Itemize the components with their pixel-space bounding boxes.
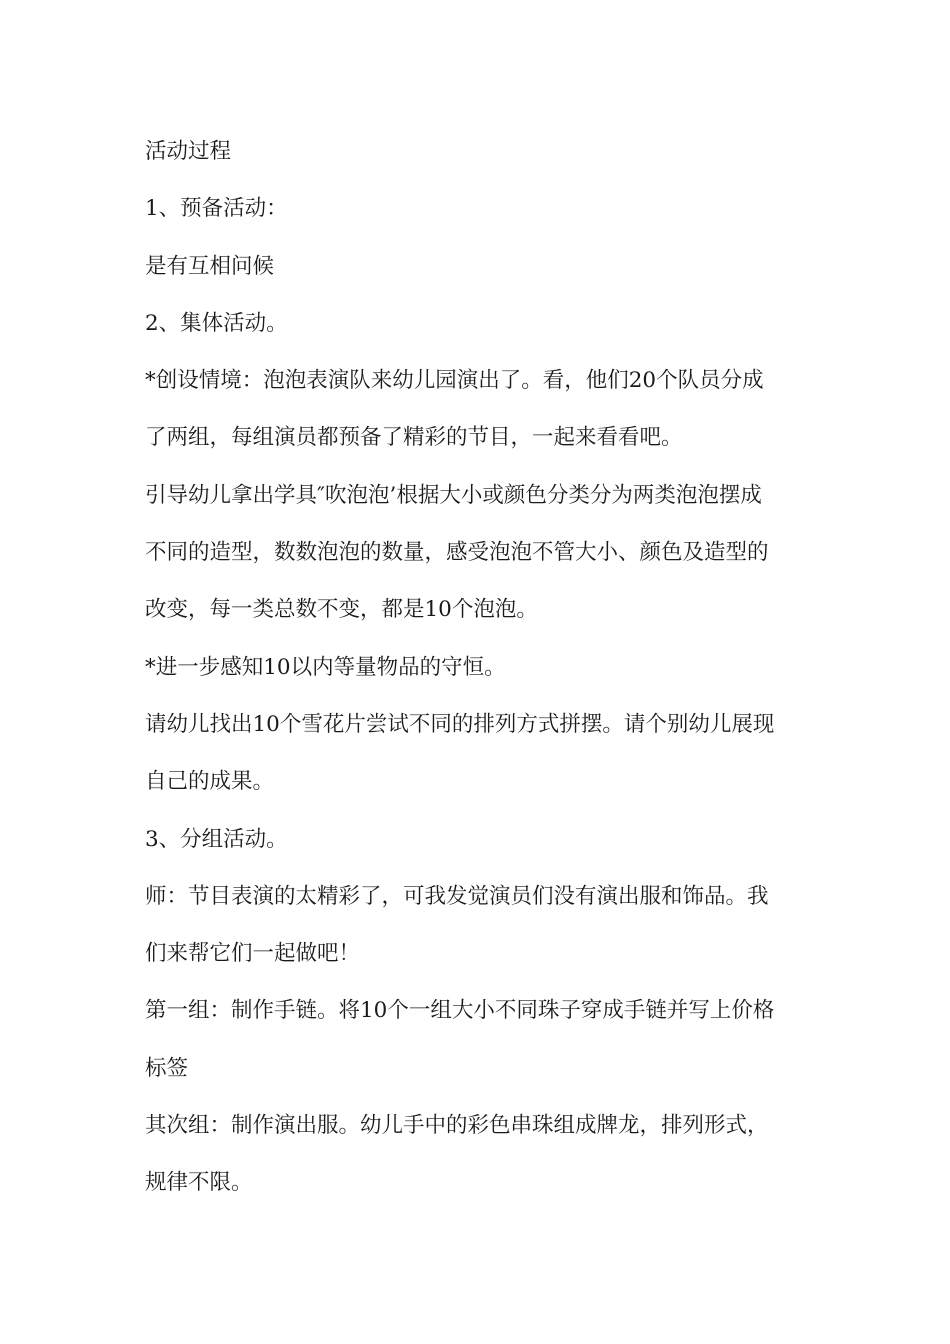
document-body bbox=[145, 130, 815, 1219]
text-line: 规律不限。 bbox=[145, 1170, 253, 1196]
text-line: 改变，每一类总数不变，都是10个泡泡。 bbox=[145, 597, 538, 623]
step-heading: 2、集体活动。 bbox=[145, 310, 288, 336]
text-line: 是有互相问候 bbox=[145, 253, 275, 279]
text-line: *创设情境：泡泡表演队来幼儿园演出了。看，他们20个队员分成 bbox=[145, 368, 764, 394]
text-line: *进一步感知10以内等量物品的守恒。 bbox=[145, 654, 506, 680]
text-line: 其次组：制作演出服。幼儿手中的彩色串珠组成牌龙，排列形式， bbox=[145, 1113, 769, 1139]
text-line: 引导幼儿拿出学具″吹泡泡’根据大小或颜色分类分为两类泡泡摆成 bbox=[145, 482, 762, 508]
text-line: 们来帮它们一起做吧！ bbox=[145, 941, 361, 967]
text-line: 请幼儿找出10个雪花片尝试不同的排列方式拼摆。请个别幼儿展现 bbox=[145, 711, 775, 737]
text-line: 第一组：制作手链。将10个一组大小不同珠子穿成手链并写上价格 bbox=[145, 998, 775, 1024]
step-heading: 1、预备活动： bbox=[145, 196, 288, 222]
section-heading: 活动过程 bbox=[145, 139, 232, 164]
text-line: 师：节目表演的太精彩了，可我发觉演员们没有演出服和饰品。我 bbox=[145, 883, 769, 909]
text-line: 标签 bbox=[145, 1055, 189, 1081]
text-line: 不同的造型，数数泡泡的数量，感受泡泡不管大小、颜色及造型的 bbox=[145, 540, 769, 566]
text-line: 自己的成果。 bbox=[145, 769, 275, 795]
text-line: 了两组，每组演员都预备了精彩的节目，一起来看看吧。 bbox=[145, 425, 683, 451]
step-heading: 3、分组活动。 bbox=[145, 826, 288, 852]
